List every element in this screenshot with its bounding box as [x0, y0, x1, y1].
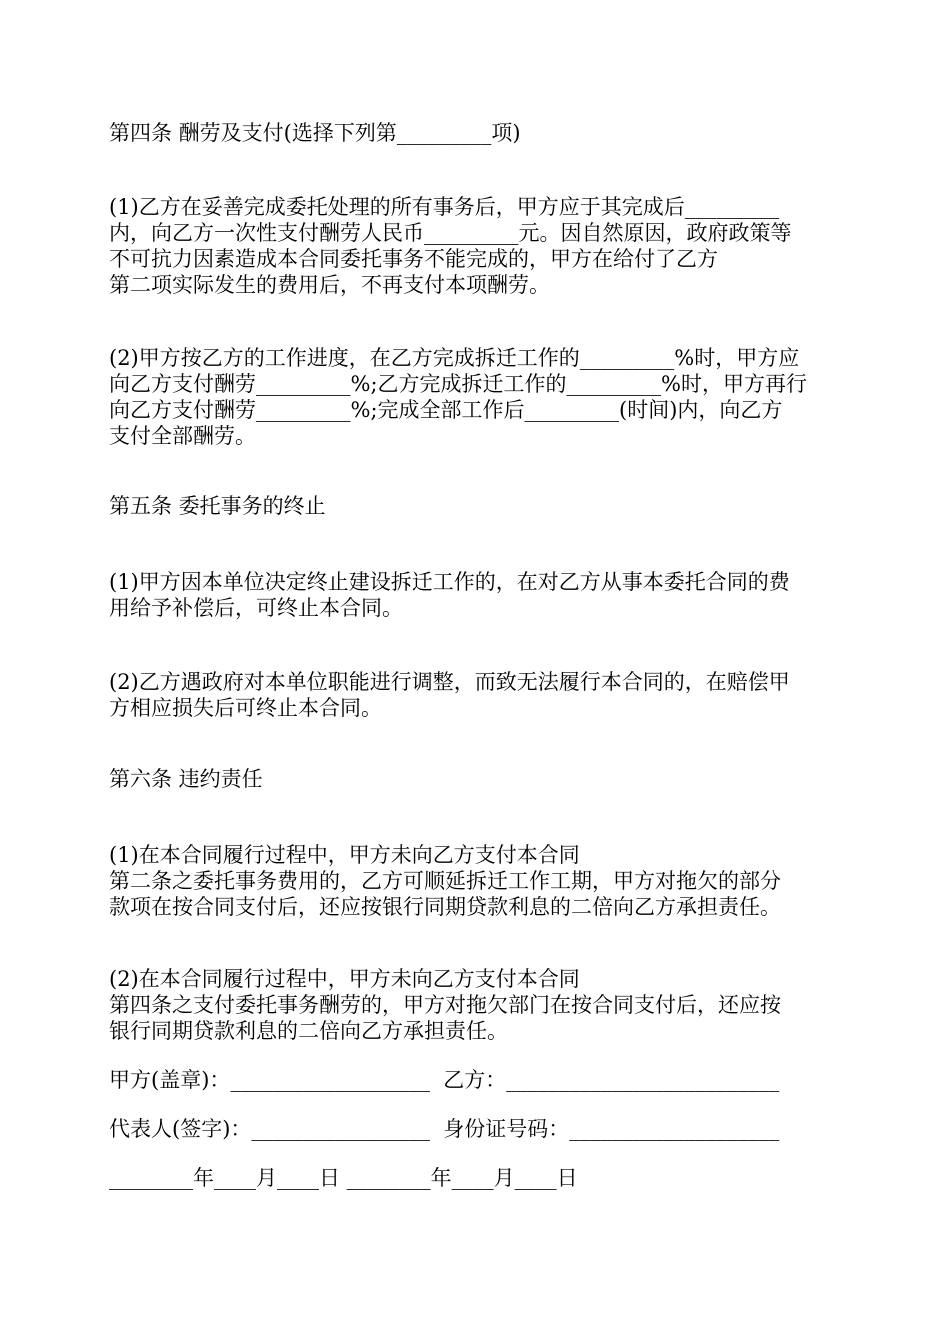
article4-item2-line1: (2)甲方按乙方的工作进度，在乙方完成拆迁工作的_________%时，甲方应	[109, 346, 800, 370]
article4-item2-line4: 支付全部酬劳。	[109, 424, 256, 448]
article6-item1-line3: 款项在按合同支付后，还应按银行同期贷款利息的二倍向乙方承担责任。	[109, 895, 781, 919]
signature-representative-line: 代表人(签字)：_________________ 身份证号码：____________________	[109, 1117, 780, 1141]
article6-item2-line3: 银行同期贷款利息的二倍向乙方承担责任。	[109, 1019, 508, 1043]
article6-heading: 第六条 违约责任	[109, 767, 263, 791]
signature-date-line: ________年____月____日 ________年____月____日	[109, 1166, 578, 1190]
article4-item2-line2: 向乙方支付酬劳_________%;乙方完成拆迁工作的_________%时，甲方再行	[109, 372, 807, 396]
article4-item1-line2: 内，向乙方一次性支付酬劳人民币_________元。因自然原因，政府政策等	[109, 221, 792, 245]
article6-item1-line1: (1)在本合同履行过程中，甲方未向乙方支付本合同	[109, 843, 580, 867]
article4-item1-line3: 不可抗力因素造成本合同委托事务不能完成的，甲方在给付了乙方	[109, 247, 718, 271]
article5-item2-line2: 方相应损失后可终止本合同。	[109, 696, 382, 720]
signature-party-line: 甲方(盖章)：___________________ 乙方：__________________________	[109, 1068, 780, 1092]
article5-item1-line2: 用给予补偿后，可终止本合同。	[109, 596, 403, 620]
article4-item1-line4: 第二项实际发生的费用后，不再支付本项酬劳。	[109, 273, 550, 297]
article4-heading: 第四条 酬劳及支付(选择下列第_________项)	[109, 121, 521, 145]
article5-heading: 第五条 委托事务的终止	[109, 494, 326, 518]
article4-item2-line3: 向乙方支付酬劳_________%;完成全部工作后_________(时间)内，向乙方	[109, 398, 783, 422]
article5-item2-line1: (2)乙方遇政府对本单位职能进行调整，而致无法履行本合同的，在赔偿甲	[109, 670, 790, 694]
article6-item2-line2: 第四条之支付委托事务酬劳的，甲方对拖欠部门在按合同支付后，还应按	[109, 993, 781, 1017]
article6-item2-line1: (2)在本合同履行过程中，甲方未向乙方支付本合同	[109, 967, 580, 991]
article4-item1-line1: (1)乙方在妥善完成委托处理的所有事务后，甲方应于其完成后_________	[109, 195, 780, 219]
article6-item1-line2: 第二条之委托事务费用的，乙方可顺延拆迁工作工期，甲方对拖欠的部分	[109, 869, 781, 893]
article5-item1-line1: (1)甲方因本单位决定终止建设拆迁工作的，在对乙方从事本委托合同的费	[109, 570, 790, 594]
